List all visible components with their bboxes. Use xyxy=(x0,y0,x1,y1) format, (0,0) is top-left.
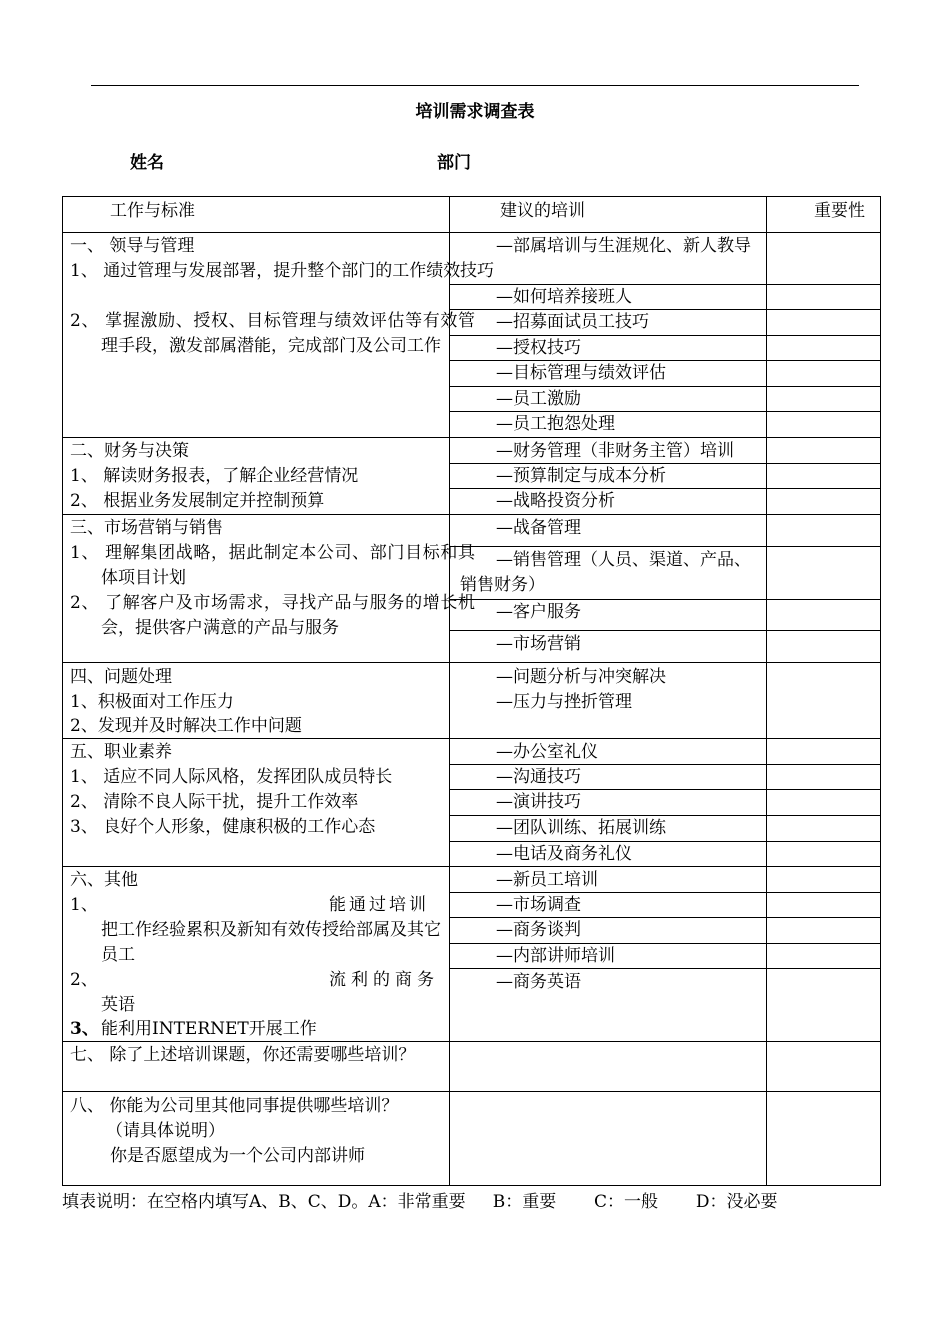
training-item: —商务谈判 xyxy=(496,920,581,940)
section-separator xyxy=(62,514,881,515)
table-border-right xyxy=(880,196,881,1186)
section-item: 2、 掌握激励、授权、目标管理与绩效评估等有效管理手段，激发部属潜能，完成部门及公司工作 xyxy=(70,311,475,356)
name-label: 姓名 xyxy=(130,153,164,173)
training-item: —市场营销 xyxy=(496,634,581,654)
section-title: 七、 除了上述培训课题，你还需要哪些培训？ xyxy=(70,1045,416,1065)
section-separator xyxy=(62,437,881,438)
training-item: —新员工培训 xyxy=(496,870,598,890)
section-item: 2、 了解客户及市场需求，寻找产品与服务的增长机会，提供客户满意的产品与服务 xyxy=(70,593,475,638)
training-item: —团队训练、拓展训练 xyxy=(496,818,666,838)
section-title: 三、市场营销与销售 xyxy=(70,518,223,538)
section-title: 五、职业素养 xyxy=(70,742,172,762)
section-item: 能利用INTERNET开展工作 xyxy=(101,1019,317,1039)
section-item: 流利的商务 xyxy=(329,970,439,990)
training-item: —授权技巧 xyxy=(496,338,581,358)
header-work-standard: 工作与标准 xyxy=(110,201,195,221)
row-separator xyxy=(449,546,881,547)
section-item: 2、 清除不良人际干扰，提升工作效率 xyxy=(70,792,359,812)
training-item: —问题分析与冲突解决 xyxy=(496,667,666,687)
training-item: —员工抱怨处理 xyxy=(496,414,615,434)
section-title: 二、财务与决策 xyxy=(70,441,189,461)
training-item: —压力与挫折管理 xyxy=(496,692,632,712)
header-importance: 重要性 xyxy=(814,201,865,221)
training-item: —如何培养接班人 xyxy=(496,287,632,307)
section-item: 把工作经验累积及新知有效传授给部属及其它员工 xyxy=(101,920,441,965)
section-item: 2、发现并及时解决工作中问题 xyxy=(70,716,302,736)
training-item: —销售管理（人员、渠道、产品、销售财务） xyxy=(460,550,751,595)
section-item: 1、 适应不同人际风格，发挥团队成员特长 xyxy=(70,767,393,787)
section-item: 3、 良好个人形象，健康积极的工作心态 xyxy=(70,817,376,837)
column-divider-2 xyxy=(766,196,767,1186)
row-separator xyxy=(449,630,881,631)
training-item: —商务英语 xyxy=(496,972,581,992)
section-title: 六、其他 xyxy=(70,870,138,890)
section-item: 2、 根据业务发展制定并控制预算 xyxy=(70,491,325,511)
training-item: —市场调查 xyxy=(496,895,581,915)
section-item: 1、积极面对工作压力 xyxy=(70,692,234,712)
training-item: —沟通技巧 xyxy=(496,767,581,787)
training-item: —办公室礼仪 xyxy=(496,742,598,762)
header-suggested-training: 建议的培训 xyxy=(500,201,585,221)
training-item: —目标管理与绩效评估 xyxy=(496,363,666,383)
training-item: —预算制定与成本分析 xyxy=(496,466,666,486)
section-title: 四、问题处理 xyxy=(70,667,172,687)
training-item: —内部讲师培训 xyxy=(496,946,615,966)
section-title: 八、 你能为公司里其他同事提供哪些培训？ xyxy=(70,1096,399,1116)
section-item: 1、 理解集团战略，据此制定本公司、部门目标和具体项目计划 xyxy=(70,543,475,588)
table-border-left xyxy=(62,196,63,1186)
training-item: —演讲技巧 xyxy=(496,792,581,812)
table-border-bottom xyxy=(62,1185,881,1186)
top-rule xyxy=(91,85,859,86)
section-item-number: 1、 xyxy=(70,895,98,915)
training-item: —财务管理（非财务主管）培训 xyxy=(496,441,734,461)
footer-instructions: 填表说明：在空格内填写A、B、C、D。A：非常重要 B：重要 C：一般 D：没必要 xyxy=(62,1192,778,1212)
section-subtitle: （请具体说明） xyxy=(106,1121,225,1141)
section-separator xyxy=(62,1091,881,1092)
section-subtitle: 你是否愿望成为一个公司内部讲师 xyxy=(110,1146,365,1166)
section-title: 一、 领导与管理 xyxy=(70,236,195,256)
training-item: —客户服务 xyxy=(496,602,581,622)
section-separator xyxy=(62,662,881,663)
section-item: 英语 xyxy=(101,995,135,1015)
section-item: 能通过培训 xyxy=(329,895,429,915)
training-item: —招募面试员工技巧 xyxy=(496,312,649,332)
section-separator xyxy=(62,866,881,867)
training-item: —战略投资分析 xyxy=(496,491,615,511)
table-border-top xyxy=(62,196,881,197)
header-separator xyxy=(62,232,881,233)
training-item: —部属培训与生涯规化、新人教导技巧 xyxy=(460,236,751,281)
section-item: 1、 通过管理与发展部署，提升整个部门的工作绩效 xyxy=(70,261,461,281)
section-item-number: 3、 xyxy=(70,1019,99,1039)
training-item: —电话及商务礼仪 xyxy=(496,844,632,864)
department-label: 部门 xyxy=(437,153,471,173)
page-title: 培训需求调查表 xyxy=(415,102,535,122)
section-item: 1、 解读财务报表，了解企业经营情况 xyxy=(70,466,359,486)
section-item-number: 2、 xyxy=(70,970,98,990)
training-item: —员工激励 xyxy=(496,389,581,409)
training-item: —战备管理 xyxy=(496,518,581,538)
